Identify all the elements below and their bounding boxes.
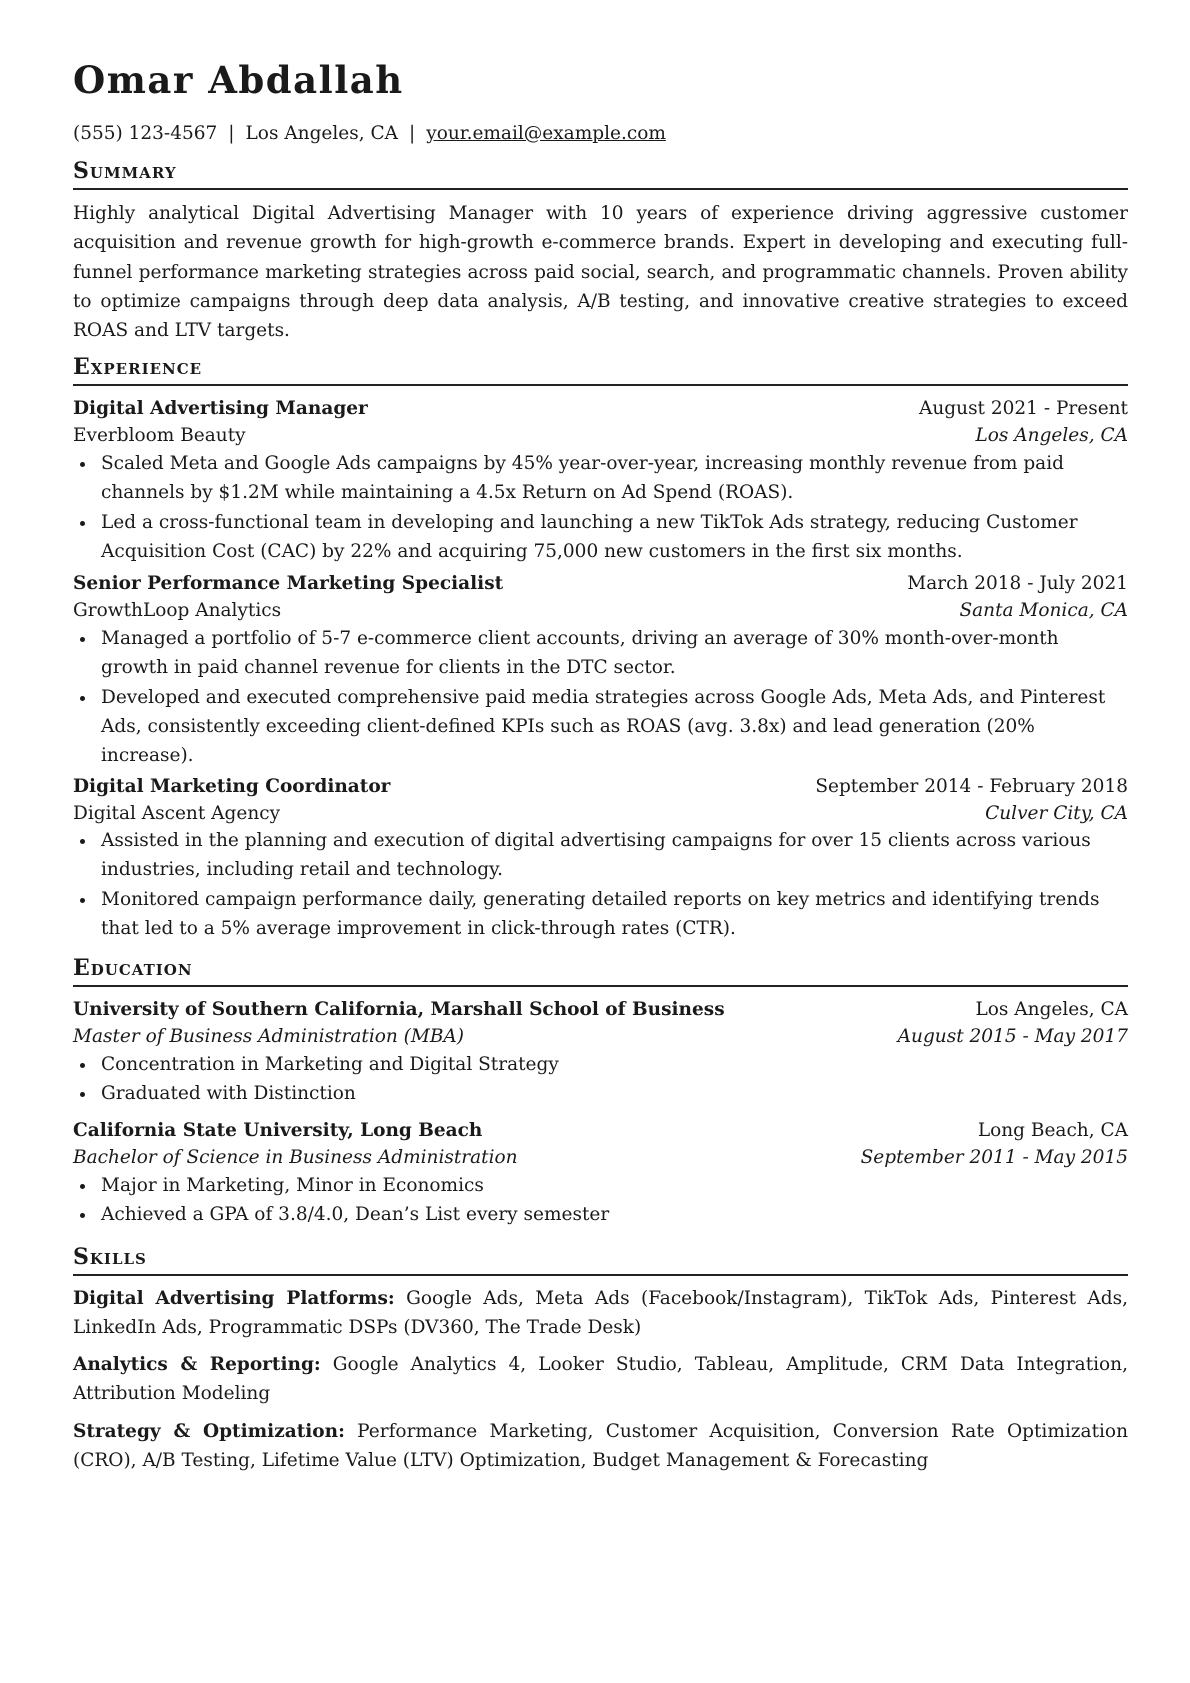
- list-item: Achieved a GPA of 3.8/4.0, Dean’s List every semester: [73, 1200, 1128, 1229]
- job-title: Digital Advertising Manager: [73, 398, 368, 419]
- location: Los Angeles, CA: [245, 123, 399, 144]
- job-bullets: [73, 826, 1128, 943]
- skill-list: Google Ads, Meta Ads (Facebook/Instagram), TikTok Ads, Pinterest Ads, LinkedIn Ads, Programmatic DSPs (DV360, The Trade Desk): [73, 1288, 1128, 1339]
- school-name: California State University, Long Beach: [73, 1120, 483, 1141]
- summary-text: Highly analytical Digital Advertising Manager with 10 years of experience driving aggressive customer acquisition and revenue growth for high-growth e-commerce brands. Expert in developing and executing full-funnel performance marketing strategies across paid social, search, and programmatic channels. Proven ability to optimize campaigns through deep data analysis, A/B testing, and innovative creative strategies to exceed ROAS and LTV targets.: [73, 203, 1128, 342]
- degree-name: Bachelor of Science in Business Administration: [73, 1147, 518, 1168]
- skill-label: Strategy & Optimization:: [73, 1421, 345, 1442]
- degree-row: [73, 1022, 1128, 1051]
- school-location: Los Angeles, CA: [975, 999, 1128, 1020]
- list-item: Major in Marketing, Minor in Economics: [73, 1171, 1128, 1200]
- contact-line: [73, 122, 666, 146]
- skill-group: [73, 1284, 1128, 1343]
- job-header: [73, 569, 1128, 598]
- job-subheader: [73, 596, 1128, 625]
- contact-separator: |: [409, 123, 416, 144]
- skill-label: Digital Advertising Platforms:: [73, 1288, 395, 1309]
- job-subheader: [73, 799, 1128, 828]
- job-bullets: [73, 449, 1128, 566]
- contact-separator: |: [228, 123, 235, 144]
- job-location: Culver City, CA: [985, 803, 1128, 824]
- company-name: Digital Ascent Agency: [73, 803, 281, 824]
- job-dates: March 2018 - July 2021: [907, 573, 1128, 594]
- school-name: University of Southern California, Marshall School of Business: [73, 999, 725, 1020]
- job-title: Digital Marketing Coordinator: [73, 776, 391, 797]
- skill-list: Google Analytics 4, Looker Studio, Tableau, Amplitude, CRM Data Integration, Attribution Modeling: [73, 1354, 1128, 1405]
- phone-number: (555) 123-4567: [73, 123, 218, 144]
- school-bullets: [73, 1171, 1128, 1230]
- skill-list: Performance Marketing, Customer Acquisition, Conversion Rate Optimization (CRO), A/B Testing, Lifetime Value (LTV) Optimization, Budget Management & Forecasting: [73, 1421, 1128, 1472]
- degree-name: Master of Business Administration (MBA): [73, 1026, 465, 1047]
- skill-group: [73, 1350, 1128, 1409]
- school-header: [73, 1116, 1128, 1145]
- job-subheader: [73, 421, 1128, 450]
- job-location: Santa Monica, CA: [959, 600, 1128, 621]
- degree-row: [73, 1143, 1128, 1172]
- list-item: Assisted in the planning and execution of digital advertising campaigns for over 15 clients across various industries, including retail and technology.: [73, 826, 1128, 885]
- company-name: GrowthLoop Analytics: [73, 600, 282, 621]
- list-item: Led a cross-functional team in developing and launching a new TikTok Ads strategy, reducing Customer Acquisition Cost (CAC) by 22% and acquiring 75,000 new customers in the first six months.: [73, 508, 1128, 567]
- job-dates: August 2021 - Present: [919, 398, 1128, 419]
- list-item: Managed a portfolio of 5-7 e-commerce client accounts, driving an average of 30% month-over-month growth in paid channel revenue for clients in the DTC sector.: [73, 624, 1128, 683]
- company-name: Everbloom Beauty: [73, 425, 246, 446]
- candidate-name: Omar Abdallah: [73, 58, 404, 102]
- experience-heading: Experience: [73, 354, 1128, 386]
- education-heading: Education: [73, 955, 1128, 987]
- list-item: Developed and executed comprehensive paid media strategies across Google Ads, Meta Ads, and Pinterest Ads, consistently exceeding client-defined KPIs such as ROAS (avg. 3.8x) and lead generation (20% increase).: [73, 683, 1128, 771]
- list-item: Graduated with Distinction: [73, 1079, 1128, 1108]
- skills-heading: Skills: [73, 1244, 1128, 1276]
- job-bullets: [73, 624, 1128, 770]
- list-item: Scaled Meta and Google Ads campaigns by 45% year-over-year, increasing monthly revenue from paid channels by $1.2M while maintaining a 4.5x Return on Ad Spend (ROAS).: [73, 449, 1128, 508]
- degree-dates: August 2015 - May 2017: [897, 1026, 1128, 1047]
- job-header: [73, 772, 1128, 801]
- school-header: [73, 995, 1128, 1024]
- job-dates: September 2014 - February 2018: [815, 776, 1128, 797]
- email-link[interactable]: your.email@example.com: [426, 123, 666, 144]
- school-bullets: [73, 1050, 1128, 1109]
- degree-dates: September 2011 - May 2015: [860, 1147, 1128, 1168]
- job-location: Los Angeles, CA: [975, 425, 1128, 446]
- job-title: Senior Performance Marketing Specialist: [73, 573, 504, 594]
- skill-group: [73, 1417, 1128, 1476]
- skill-label: Analytics & Reporting:: [73, 1354, 321, 1375]
- school-location: Long Beach, CA: [977, 1120, 1128, 1141]
- list-item: Monitored campaign performance daily, generating detailed reports on key metrics and identifying trends that led to a 5% average improvement in click-through rates (CTR).: [73, 885, 1128, 944]
- list-item: Concentration in Marketing and Digital Strategy: [73, 1050, 1128, 1079]
- job-header: [73, 394, 1128, 423]
- summary-heading: Summary: [73, 158, 1128, 190]
